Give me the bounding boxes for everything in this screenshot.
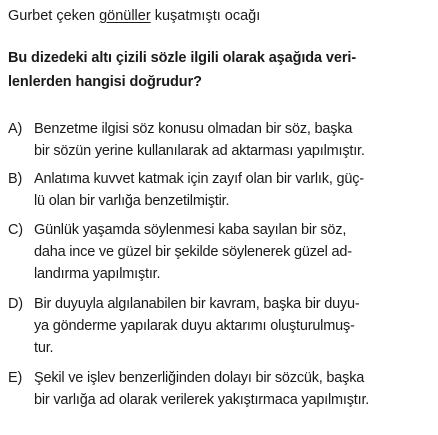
underlined-word: gönüller: [99, 8, 151, 24]
option-text-line: lü olan bir varlığa benzetilmiştir.: [34, 193, 230, 209]
option-text-line: Şekil ve işlev benzerliğinden dolayı bir sözcük, başka: [34, 370, 365, 386]
question-line-1: Bu dizedeki altı çizili sözle ilgili olarak aşağıda veri-: [8, 50, 357, 66]
option-text-line: bir varlığa ad olarak verilerek yakıştırmaca yapılmıştır.: [34, 392, 370, 408]
option-letter: E): [8, 370, 23, 386]
option-text-line: ya gönderme yapılarak duyu aktarımı oluşturulmuş-: [34, 318, 355, 334]
option-a[interactable]: [0, 118, 438, 162]
option-letter: D): [8, 296, 23, 312]
option-text: [34, 293, 434, 359]
option-c[interactable]: [0, 219, 438, 285]
option-text-line: bir sözün yerine kullanılarak ad aktarması yapılmıştır.: [34, 143, 365, 159]
option-text-line: Günlük yaşamda söylenmesi kaba sayılan bir söz,: [34, 222, 347, 238]
question-stem: [8, 46, 432, 94]
option-text-line: tur.: [34, 340, 54, 356]
option-letter: A): [8, 121, 23, 137]
option-text: [34, 219, 434, 285]
option-text: [34, 118, 434, 162]
option-letter: B): [8, 171, 23, 187]
option-text-line: landırma yapılmıştır.: [34, 266, 161, 282]
option-text-line: Bir duyuyla algılanabilen bir kavram, başka bir duyu-: [34, 296, 360, 312]
verse-text-before: Gurbet çeken: [8, 8, 100, 24]
option-text-line: daha ince ve güzel bir şekilde söylenerek güzel ad-: [34, 244, 352, 260]
option-e[interactable]: [0, 367, 438, 411]
verse-text-after: kuşatmıştı ocağı: [150, 8, 261, 24]
verse-line: [8, 6, 260, 26]
answer-options: [0, 118, 438, 411]
question-line-2: lenlerden hangisi doğrudur?: [8, 74, 202, 90]
option-text: [34, 168, 434, 212]
option-text-line: Benzetme ilgisi söz konusu olmadan bir söz, başka: [34, 121, 353, 137]
option-d[interactable]: [0, 293, 438, 359]
option-b[interactable]: [0, 168, 438, 212]
option-text-line: Anlatıma kuvvet katmak için zayıf olan bir varlık, güç-: [34, 171, 364, 187]
option-text: [34, 367, 434, 411]
option-letter: C): [8, 222, 23, 238]
